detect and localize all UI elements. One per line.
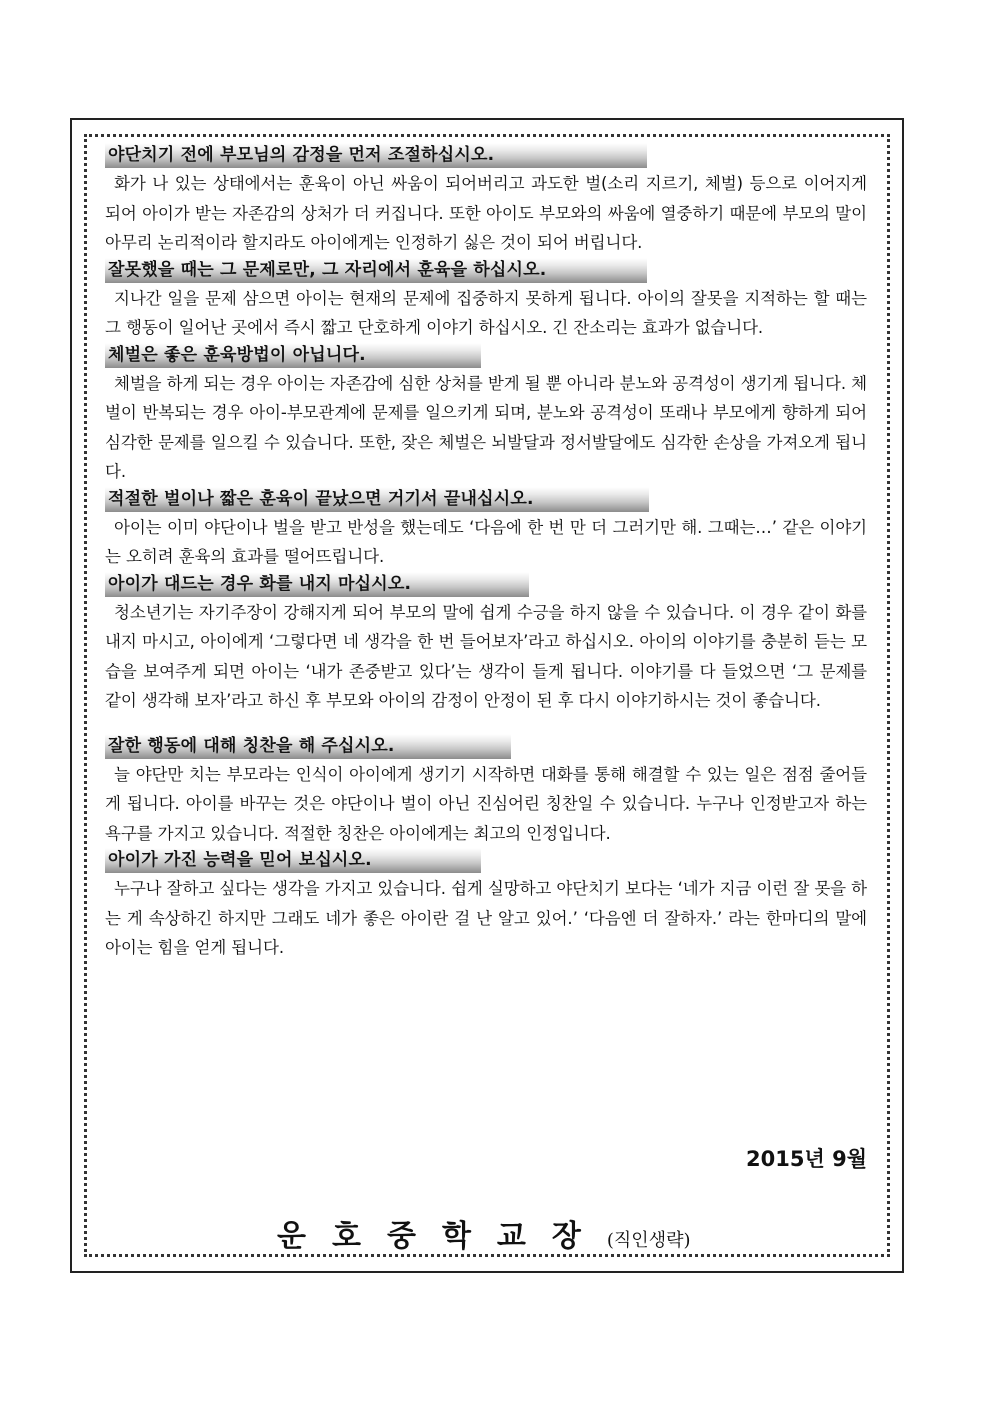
- document-body: [105, 143, 867, 963]
- section-heading: 체벌은 좋은 훈육방법이 아닙니다.: [105, 343, 481, 368]
- section-paragraph: 지나간 일을 문제 삼으면 아이는 현재의 문제에 집중하지 못하게 됩니다. 아이의 잘못을 지적하는 할 때는 그 행동이 일어난 곳에서 즉시 짧고 단호하게 이야기 하십시오. 긴 잔소리는 효과가 없습니다.: [105, 288, 867, 337]
- seal-omitted-note: (직인생략): [606, 1230, 691, 1251]
- section-heading: 아이가 대드는 경우 화를 내지 마십시오.: [105, 572, 529, 597]
- section-paragraph: 체벌을 하게 되는 경우 아이는 자존감에 심한 상처를 받게 될 뿐 아니라 분노와 공격성이 생기게 됩니다. 체벌이 반복되는 경우 아이-부모관계에 문제를 일으키게 되며, 분노와 공격성이 또래나 부모에게 향하게 되어 심각한 문제를 일으킬 수 있습니다. 또한, 잦은 체벌은 뇌발달과 정서발달에도 심각한 손상을 가져오게 됩니다.: [105, 373, 867, 481]
- section-5: [105, 572, 867, 716]
- page-frame: [70, 118, 904, 1273]
- section-heading: 야단치기 전에 부모님의 감정을 먼저 조절하십시오.: [105, 143, 647, 168]
- section-heading: 잘못했을 때는 그 문제로만, 그 자리에서 훈육을 하십시오.: [105, 258, 647, 283]
- section-1: [105, 143, 867, 258]
- section-heading: 잘한 행동에 대해 칭찬을 해 주십시오.: [105, 734, 511, 759]
- section-heading: 아이가 가진 능력을 믿어 보십시오.: [105, 848, 481, 873]
- dotted-frame: [84, 134, 890, 1257]
- section-2: [105, 258, 867, 343]
- signature-block: [277, 1211, 691, 1255]
- spacer: [105, 716, 867, 734]
- section-3: [105, 343, 867, 487]
- section-paragraph: 화가 나 있는 상태에서는 훈육이 아닌 싸움이 되어버리고 과도한 벌(소리 지르기, 체벌) 등으로 이어지게 되어 아이가 받는 자존감의 상처가 더 커집니다. 또한 아이도 부모와의 싸움에 열중하기 때문에 부모의 말이 아무리 논리적이라 할지라도 아이에게는 인정하기 싫은 것이 되어 버립니다.: [105, 174, 867, 252]
- section-4: [105, 487, 867, 572]
- document-date: 2015년 9월: [746, 1147, 867, 1171]
- section-heading: 적절한 벌이나 짧은 훈육이 끝났으면 거기서 끝내십시오.: [105, 487, 649, 512]
- section-paragraph: 아이는 이미 야단이나 벌을 받고 반성을 했는데도 ‘다음에 한 번 만 더 그러기만 해. 그때는…’ 같은 이야기는 오히려 훈육의 효과를 떨어뜨립니다.: [105, 517, 867, 566]
- section-paragraph: 청소년기는 자기주장이 강해지게 되어 부모의 말에 쉽게 수긍을 하지 않을 수 있습니다. 이 경우 같이 화를 내지 마시고, 아이에게 ‘그렇다면 네 생각을 한 번 들어보자’라고 하십시오. 아이의 이야기를 충분히 듣는 모습을 보여주게 되면 아이는 ‘내가 존중받고 있다’는 생각이 들게 됩니다. 이야기를 다 들었으면 ‘그 문제를 같이 생각해 보자’라고 하신 후 부모와 아이의 감정이 안정이 된 후 다시 이야기하시는 것이 좋습니다.: [105, 602, 867, 710]
- section-paragraph: 늘 야단만 치는 부모라는 인식이 아이에게 생기기 시작하면 대화를 통해 해결할 수 있는 일은 점점 줄어들게 됩니다. 아이를 바꾸는 것은 야단이나 벌이 아닌 진심어린 칭찬일 수 있습니다. 누구나 인정받고자 하는 욕구를 가지고 있습니다. 적절한 칭찬은 아이에게는 최고의 인정입니다.: [105, 764, 867, 843]
- section-7: [105, 848, 867, 963]
- section-paragraph: 누구나 잘하고 싶다는 생각을 가지고 있습니다. 쉽게 실망하고 야단치기 보다는 ‘네가 지금 이런 잘 못을 하는 게 속상하긴 하지만 그래도 네가 좋은 아이란 걸 난 알고 있어.’ ‘다음엔 더 잘하자.’ 라는 한마디의 말에 아이는 힘을 얻게 됩니다.: [105, 879, 867, 957]
- school-principal-signature: 운호중학교장: [277, 1219, 607, 1254]
- section-6: [105, 734, 867, 849]
